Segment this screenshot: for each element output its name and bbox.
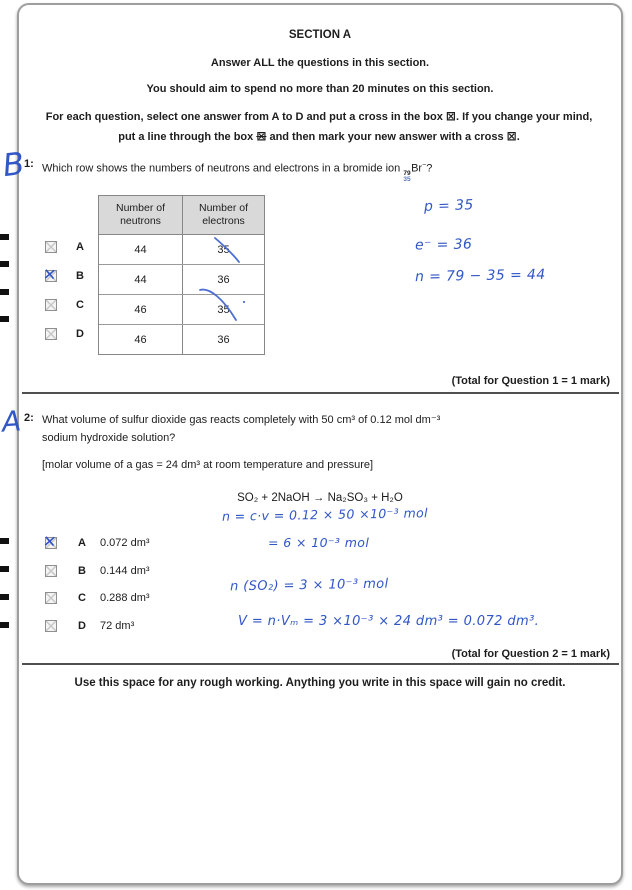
ion-charge: −: [422, 162, 427, 169]
atomic-number: 35: [403, 176, 411, 184]
q1-total: (Total for Question 1 = 1 mark): [451, 375, 610, 387]
edge-mark: [0, 538, 9, 544]
option-value-c: 0.288 dm³: [100, 592, 150, 604]
edge-mark: [0, 622, 9, 628]
handwritten-work-3: n (SO₂) = 3 × 10⁻³ mol: [229, 576, 389, 595]
rough-work-note: Use this space for any rough working. Anything you write in this space will gain no credit.: [74, 677, 566, 689]
answer-checkbox-q1-d[interactable]: [45, 328, 57, 340]
answer-checkbox-q2-c[interactable]: [45, 592, 57, 604]
handwritten-note-n: n = 79 − 35 = 44: [414, 266, 546, 286]
option-letter-b: B: [78, 565, 86, 577]
instruction-time: You should aim to spend no more than 20 minutes on this section.: [146, 83, 494, 95]
answer-checkbox-q2-d[interactable]: [45, 620, 57, 632]
instruction-cross-text-3: and then mark your new answer with a cross: [266, 131, 507, 143]
handwritten-work-4: V = n·Vₘ = 3 ×10⁻³ × 24 dm³ = 0.072 dm³.: [238, 614, 540, 629]
table-header-row: [99, 196, 264, 235]
cell-electrons-c: 35: [217, 303, 230, 316]
q1-text: [42, 157, 602, 184]
answer-letter-b: B: [76, 270, 84, 282]
option-value-d: 72 dm³: [100, 620, 135, 632]
cross-box-icon: ⊠: [445, 109, 456, 123]
answer-letter-a: A: [76, 241, 84, 253]
q2-text-line2: sodium hydroxide solution?: [42, 432, 176, 444]
q2-text-line1: What volume of sulfur dioxide gas reacts completely with 50 cm³ of 0.12 mol dm⁻³: [42, 414, 441, 426]
strike-annotation-row-a: [212, 236, 242, 264]
handwritten-note-e: e⁻ = 36: [414, 236, 473, 254]
table-header-electrons: Number of electrons: [198, 202, 249, 227]
edge-mark: [0, 234, 9, 240]
answer-checkbox-q1-a[interactable]: [45, 241, 57, 253]
q2-total: (Total for Question 2 = 1 mark): [451, 648, 610, 660]
instruction-cross: [38, 107, 600, 147]
element-symbol: Br: [411, 162, 423, 175]
cell-neutrons-a: 44: [99, 235, 183, 264]
q1-number: 1:: [24, 158, 34, 170]
edge-mark: [0, 261, 9, 267]
edge-mark: [0, 594, 9, 600]
q2-molar-note: [molar volume of a gas = 24 dm³ at room temperature and pressure]: [42, 459, 374, 471]
instruction-answer-all: Answer ALL the questions in this section.: [210, 57, 430, 69]
instruction-cross-text-4: .: [516, 131, 520, 143]
table-header-neutrons: Number of neutrons: [99, 196, 183, 234]
edge-mark: [0, 566, 9, 572]
answer-letter-d: D: [76, 328, 84, 340]
instruction-cross-text-2: . If you change your mind, put a line through the box: [118, 111, 593, 143]
q1-text-suffix: ?: [426, 162, 433, 175]
selected-cross-mark-q1-b: ✕: [42, 264, 58, 285]
answer-letter-c: C: [76, 299, 84, 311]
handwritten-work-1: n = c·v = 0.12 × 50 ×10⁻³ mol: [221, 505, 429, 524]
option-letter-a: A: [78, 537, 86, 549]
q2-number: 2:: [24, 412, 34, 424]
selected-cross-mark-q2-a: ✕: [42, 531, 58, 552]
option-letter-d: D: [78, 620, 86, 632]
cell-electrons-b: 36: [217, 273, 230, 286]
mass-number: 79: [403, 169, 411, 177]
footer-separator: [22, 663, 619, 665]
handwritten-margin-letter-q1: B: [0, 145, 27, 185]
handwritten-margin-letter-q2: A: [0, 404, 23, 439]
cell-neutrons-b: 44: [99, 265, 183, 294]
q2-equation: SO₂ + 2NaOH → Na₂SO₃ + H₂O: [237, 492, 403, 504]
cell-neutrons-c: 46: [99, 295, 183, 324]
section-title: SECTION A: [288, 29, 352, 41]
answer-checkbox-q1-c[interactable]: [45, 299, 57, 311]
table-row-d: [99, 325, 264, 354]
cell-neutrons-d: 46: [99, 325, 183, 354]
option-value-a: 0.072 dm³: [100, 537, 150, 549]
option-value-b: 0.144 dm³: [100, 565, 150, 577]
instruction-cross-text-1: For each question, select one answer from A to D and put a cross in the box: [45, 111, 446, 123]
option-letter-c: C: [78, 592, 86, 604]
q1-table: [98, 195, 265, 355]
q1-text-body: Which row shows the numbers of neutrons and electrons in a bromide ion: [42, 162, 404, 175]
isotope-notation: [403, 157, 426, 184]
edge-mark: [0, 316, 9, 322]
cross-box-icon: ⊠: [506, 129, 517, 143]
cell-electrons-a: 35: [217, 243, 230, 256]
question-separator: [22, 392, 619, 394]
handwritten-work-2: = 6 × 10⁻³ mol: [268, 535, 370, 550]
edge-mark: [0, 289, 9, 295]
cell-electrons-d: 36: [217, 333, 230, 346]
handwritten-note-p: p = 35: [423, 197, 474, 215]
crossed-out-box-icon: ⊠: [256, 129, 267, 143]
answer-checkbox-q2-b[interactable]: [45, 565, 57, 577]
strike-annotation-row-c: [196, 284, 248, 326]
